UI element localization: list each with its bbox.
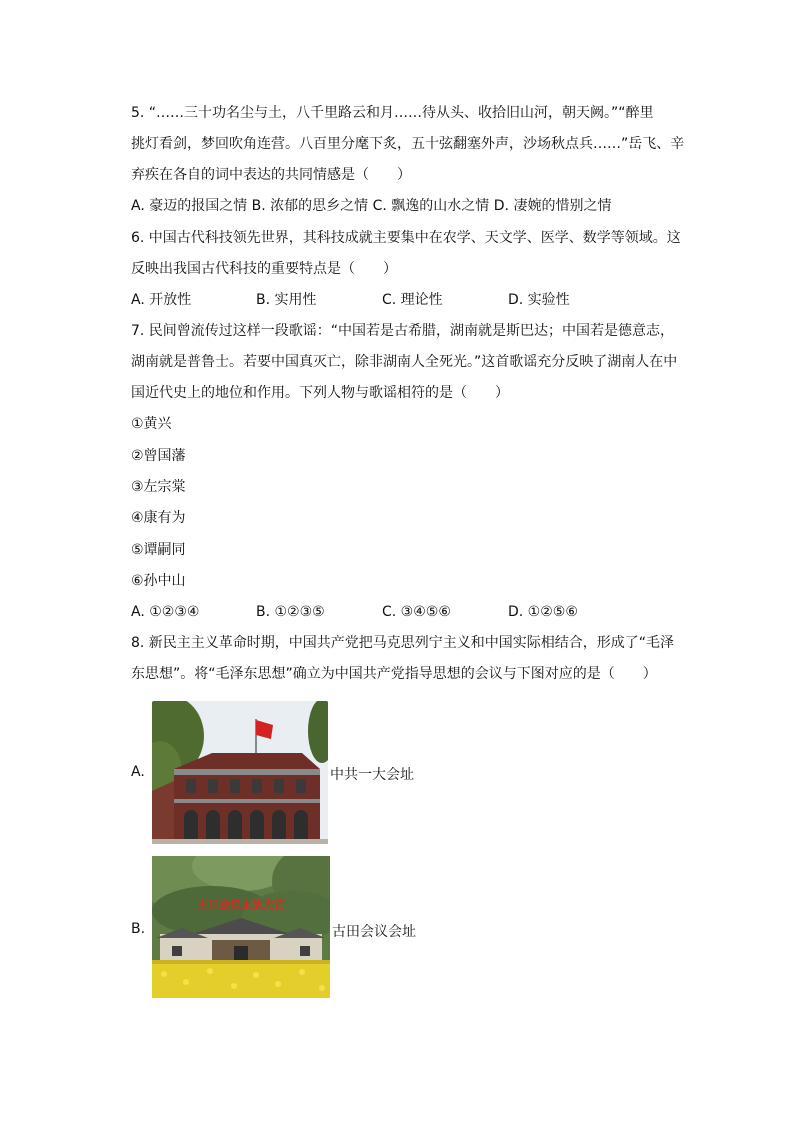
q6-option-d: D. 实验性 [508, 292, 570, 308]
q6-option-b: B. 实用性 [256, 292, 317, 308]
q7-item-1: ①黄兴 [131, 416, 172, 432]
gutian-meeting-site-photo [152, 856, 330, 998]
first-congress-site-photo [152, 701, 328, 844]
q7-option-d: D. ①②⑤⑥ [508, 604, 578, 620]
q5-options: A. 豪迈的报国之情 B. 浓郁的思乡之情 C. 飘逸的山水之情 D. 凄婉的惜别之情 [131, 198, 612, 214]
q7-item-5: ⑤谭嗣同 [131, 542, 186, 558]
q7-line-3: 国近代史上的地位和作用。下列人物与歌谣相符的是（ ） [131, 385, 509, 401]
q8-option-b-caption: 古田会议会址 [332, 924, 416, 940]
q5-line-3: 弃疾在各自的词中表达的共同情感是（ ） [131, 167, 411, 183]
q8-option-b-label: B. [131, 921, 146, 937]
q7-item-3: ③左宗棠 [131, 479, 186, 495]
q8-option-a-label: A. [131, 764, 145, 780]
q6-option-a: A. 开放性 [131, 292, 192, 308]
sign-lettering: 古田会议永放光芒 [197, 898, 285, 911]
q5-line-1: 5. “……三十功名尘与土，八千里路云和月……待从头、收拾旧山河，朝天阙。”“醉里 [131, 105, 654, 121]
q7-item-4: ④康有为 [131, 510, 186, 526]
q7-item-6: ⑥孙中山 [131, 573, 186, 589]
q6-option-c: C. 理论性 [382, 292, 443, 308]
q7-option-a: A. ①②③④ [131, 604, 200, 620]
q8-line-1: 8. 新民主主义革命时期，中国共产党把马克思列宁主义和中国实际相结合，形成了“毛泽 [131, 635, 675, 651]
q6-line-2: 反映出我国古代科技的重要特点是（ ） [131, 261, 397, 277]
q6-line-1: 6. 中国古代科技领先世界，其科技成就主要集中在农学、天文学、医学、数学等领域。这 [131, 230, 681, 246]
q7-item-2: ②曾国藩 [131, 448, 186, 464]
q7-line-1: 7. 民间曾流传过这样一段歌谣：“中国若是古希腊，湖南就是斯巴达；中国若是德意志， [131, 323, 675, 339]
q8-line-2: 东思想”。将“毛泽东思想”确立为中国共产党指导思想的会议与下图对应的是（ ） [131, 666, 657, 682]
q7-option-c: C. ③④⑤⑥ [382, 604, 451, 620]
q7-line-2: 湖南就是普鲁士。若要中国真灭亡，除非湖南人全死光。”这首歌谣充分反映了湖南人在中 [131, 354, 678, 370]
q8-option-a-caption: 中共一大会址 [330, 767, 414, 783]
q7-option-b: B. ①②③⑤ [256, 604, 325, 620]
q5-line-2: 挑灯看剑，梦回吹角连营。八百里分麾下炙，五十弦翻塞外声，沙场秋点兵……”岳飞、辛 [131, 136, 685, 152]
